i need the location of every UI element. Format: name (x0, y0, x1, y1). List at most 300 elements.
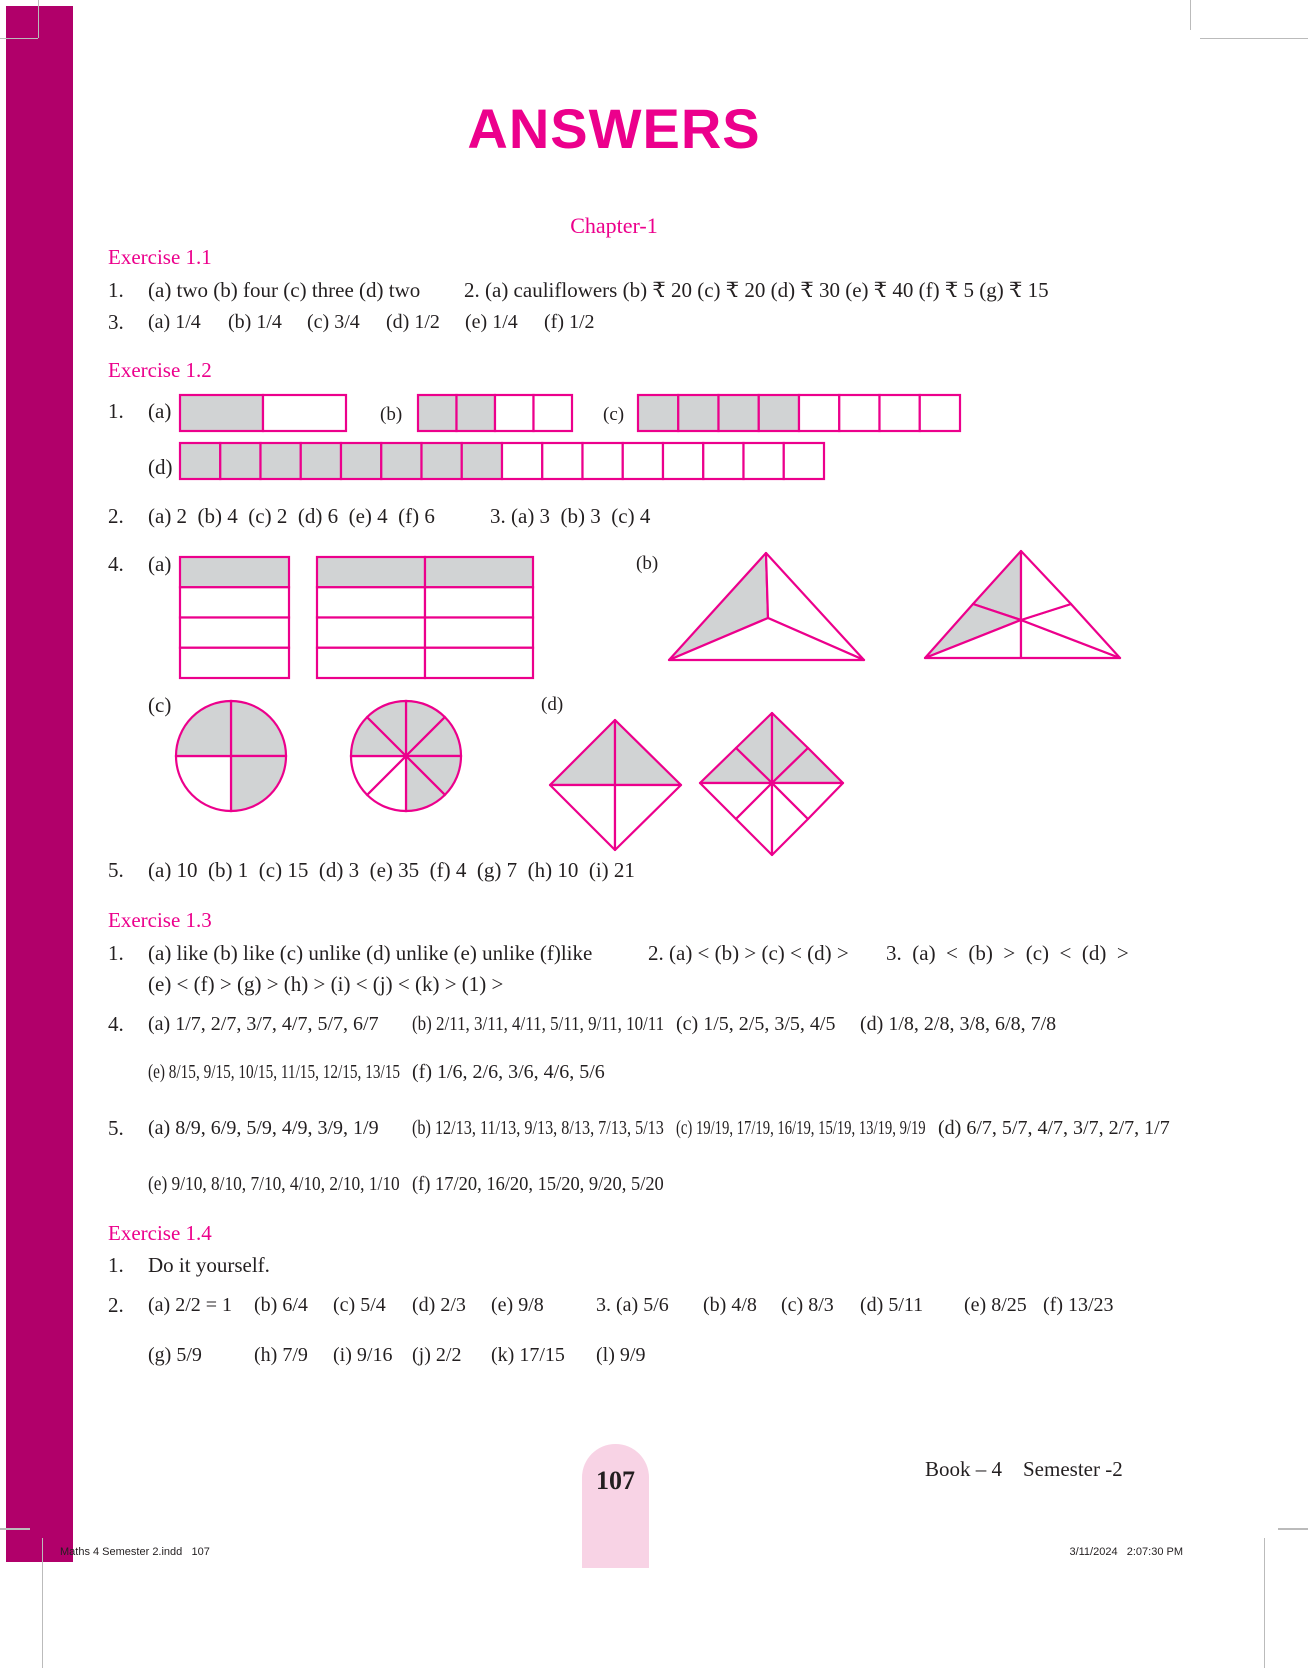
part-label: (c) (307, 310, 330, 333)
fraction: 13/15 (365, 1060, 401, 1083)
separator: , (590, 1116, 595, 1139)
fraction: 8/3 (808, 1293, 834, 1316)
fraction: 1/7 (1144, 1116, 1170, 1139)
fraction-strip-cell (220, 443, 260, 479)
fraction: 4/7 (1037, 1116, 1064, 1139)
fraction: 4/6 (543, 1060, 570, 1083)
fraction-strip-cell (839, 395, 879, 431)
part-label: (k) (491, 1343, 515, 1366)
fraction-answer (254, 1283, 308, 1327)
separator: , (764, 1012, 770, 1035)
fraction-answer (148, 1050, 400, 1094)
separator: , (343, 1012, 349, 1035)
fraction: 2/2 (175, 1293, 201, 1316)
separator: , (307, 1012, 313, 1035)
fraction-answer (412, 1002, 664, 1046)
question-number: 1. (108, 278, 124, 302)
fraction: 5/6 (579, 1060, 605, 1083)
fraction: 3/4 (334, 310, 360, 333)
answer-text: (e) < (f) > (g) > (h) > (i) < (j) < (k) > (1) > (148, 972, 504, 996)
fraction-strip-cell (418, 395, 457, 431)
fraction-strip-cell (703, 443, 743, 479)
fraction: 8/10 (211, 1172, 242, 1195)
separator: , (281, 1172, 286, 1195)
fraction: 9/13 (524, 1116, 554, 1139)
fraction: 5/7 (317, 1012, 344, 1035)
fraction: 9/15 (203, 1060, 231, 1083)
part-label: (a) (148, 399, 172, 423)
separator: , (320, 1172, 326, 1195)
fraction: 4/8 (731, 1293, 757, 1316)
fraction: 2/2 (435, 1343, 462, 1366)
rectangle-part (180, 587, 289, 617)
fraction: 3/5 (774, 1012, 800, 1035)
separator: , (200, 1012, 206, 1035)
separator: , (728, 1012, 734, 1035)
rectangle-part (425, 648, 533, 678)
fraction: 2/7 (1108, 1116, 1135, 1139)
fraction: 17/20 (435, 1172, 478, 1195)
rectangle-part (317, 557, 425, 587)
fraction: 2/6 (472, 1060, 499, 1083)
rectangle-part (425, 557, 533, 587)
fraction: 8/15 (168, 1060, 196, 1083)
separator: , (770, 1116, 774, 1139)
fraction: 9/8 (518, 1293, 544, 1316)
separator: , (236, 1116, 242, 1139)
part-label: (b) (412, 1116, 431, 1139)
separator: , (241, 1172, 247, 1195)
fraction-strip-cell (583, 443, 623, 479)
answer-text: 3. (a) 3 (b) 3 (c) 4 (490, 504, 651, 528)
fraction: 1/2 (414, 310, 440, 333)
fraction: 3/11 (474, 1012, 504, 1035)
part-label: (l) (596, 1343, 615, 1366)
fraction: 6/4 (282, 1293, 308, 1316)
fraction-strip-cell (495, 395, 534, 431)
fraction: 7/9 (282, 1343, 308, 1366)
question-number: 2. (108, 504, 124, 528)
fraction-strip-cell (638, 395, 678, 431)
fraction: 2/8 (923, 1012, 950, 1035)
exercise-heading: Exercise 1.3 (108, 908, 212, 932)
separator: , (230, 1060, 235, 1083)
separator: , (799, 1012, 805, 1035)
fraction: 5/4 (360, 1293, 386, 1316)
book-label: Book – 4 Semester -2 (925, 1457, 1123, 1481)
fraction: 6/9 (210, 1116, 237, 1139)
separator: , (991, 1116, 997, 1139)
separator: , (1098, 1116, 1104, 1139)
page-title: ANSWERS (467, 97, 761, 160)
separator: , (729, 1116, 734, 1139)
fraction-strip-cell (381, 443, 421, 479)
fraction-answer (412, 1106, 664, 1150)
fraction-strip-cell (623, 443, 663, 479)
question-number: 1. (108, 1253, 124, 1277)
answer-text: (a) like (b) like (c) unlike (d) unlike (e) unlike (f)like (148, 941, 593, 965)
fraction: 9/19 (899, 1116, 926, 1139)
print-slug-date: 3/11/2024 2:07:30 PM (1069, 1546, 1183, 1558)
part-label: (d) (148, 455, 173, 479)
part-label: (a) (148, 1012, 171, 1035)
fraction-strip-cell (180, 443, 220, 479)
fraction-strip-cell (263, 395, 346, 431)
part-label: (a) (148, 552, 172, 576)
fraction: 17/15 (519, 1343, 565, 1366)
fraction-answer (964, 1283, 1027, 1327)
fraction: 15/19 (818, 1116, 852, 1139)
fraction: 5/7 (1001, 1116, 1028, 1139)
fraction: 5/11 (550, 1012, 580, 1035)
fraction-strip-cell (744, 443, 784, 479)
fraction: 9/10 (171, 1172, 203, 1195)
separator: , (579, 1172, 585, 1195)
part-label: (e) (465, 310, 488, 333)
fraction-strip-cell (180, 395, 263, 431)
fraction-answer (148, 1162, 400, 1206)
separator: , (236, 1012, 242, 1035)
fraction: 6/7 (353, 1012, 379, 1035)
fraction: 8/9 (175, 1116, 201, 1139)
part-label: (a) (148, 1293, 171, 1316)
separator: , (498, 1060, 504, 1083)
separator: , (516, 1116, 521, 1139)
part-label: (b) (412, 1012, 432, 1035)
fraction: 16/19 (777, 1116, 811, 1139)
fraction: 13/19 (858, 1116, 893, 1139)
fraction: 10/11 (626, 1012, 665, 1035)
fraction-strip-cell (920, 395, 960, 431)
fraction-answer (148, 1333, 202, 1377)
fraction-answer (307, 300, 360, 344)
part-label: (c) (603, 404, 625, 425)
separator: , (343, 1116, 349, 1139)
circle-sector (231, 756, 286, 811)
answer-text: 3. (a) < (b) > (c) < (d) > (886, 941, 1129, 965)
fraction: 11/15 (280, 1060, 316, 1083)
fraction-strip-cell (341, 443, 381, 479)
fraction: 2/5 (738, 1012, 765, 1035)
separator: , (528, 1172, 534, 1195)
separator: , (626, 1116, 632, 1139)
part-label: (b) (380, 404, 403, 425)
rectangle-part (180, 618, 289, 648)
fraction-strip-cell (663, 443, 703, 479)
separator: , (1063, 1116, 1069, 1139)
square-part (550, 785, 615, 850)
separator: , (360, 1172, 365, 1195)
part-label: (e) (491, 1293, 514, 1316)
separator: , (357, 1060, 362, 1083)
fraction: 2/7 (210, 1012, 237, 1035)
print-slug-file: Maths 4 Semester 2.indd 107 (60, 1546, 210, 1558)
fraction-strip-cell (784, 443, 824, 479)
part-label: (h) (254, 1343, 278, 1366)
exercise-heading: Exercise 1.2 (108, 358, 212, 382)
fraction-answer (781, 1283, 834, 1327)
square-part (550, 720, 615, 785)
chapter-heading: Chapter-1 (570, 213, 658, 238)
fraction-answer (148, 1002, 379, 1046)
fraction: 17/19 (736, 1116, 771, 1139)
answer-text: (a) two (b) four (c) three (d) two (148, 278, 421, 302)
fraction: 6/7 (966, 1116, 992, 1139)
fraction: 9/20 (588, 1172, 622, 1195)
fraction: 12/15 (322, 1060, 358, 1083)
separator: , (465, 1012, 470, 1035)
part-label: (d) (860, 1293, 884, 1316)
separator: , (810, 1116, 815, 1139)
fraction-strip-cell (457, 395, 496, 431)
rectangle-part (180, 557, 289, 587)
separator: , (1134, 1116, 1140, 1139)
separator: , (503, 1012, 508, 1035)
fraction: 1/7 (175, 1012, 201, 1035)
fraction: 5/20 (630, 1172, 664, 1195)
fraction-strip-cell (422, 443, 462, 479)
fraction: 4/11 (512, 1012, 542, 1035)
fraction-answer (676, 1106, 926, 1150)
fraction-strip-cell (678, 395, 718, 431)
fraction: 2/3 (440, 1293, 466, 1316)
part-label: (c) (676, 1012, 699, 1035)
fraction-answer (333, 1283, 386, 1327)
fraction-answer (148, 1283, 232, 1327)
question-number: 1. (108, 941, 124, 965)
rectangle-part (425, 587, 533, 617)
part-label: 3. (a) (596, 1293, 639, 1316)
part-label: (d) (386, 310, 410, 333)
part-label: (c) (676, 1116, 693, 1139)
separator: , (273, 1060, 278, 1083)
separator: , (569, 1060, 575, 1083)
fraction-answer (254, 1333, 308, 1377)
fraction: 2/11 (436, 1012, 466, 1035)
part-label: (d) (938, 1116, 962, 1139)
part-label: (e) (148, 1060, 165, 1083)
square-part (615, 720, 681, 785)
answer-text: (a) 10 (b) 1 (c) 15 (d) 3 (e) 35 (f) 4 (g) 7 (h) 10 (i) 21 (148, 858, 635, 882)
fraction: 1/9 (353, 1116, 379, 1139)
fraction: 2/10 (329, 1172, 361, 1195)
circle-sector (176, 756, 231, 811)
circle-sector (231, 701, 286, 756)
fraction: 9/9 (619, 1343, 646, 1366)
fraction: 4/7 (281, 1012, 308, 1035)
fraction: 5/9 (246, 1116, 272, 1139)
fraction: 11/13 (479, 1116, 517, 1139)
fraction: 19/19 (695, 1116, 730, 1139)
rectangle-part (317, 587, 425, 617)
separator: , (913, 1012, 919, 1035)
part-label: (d) (541, 694, 564, 715)
equals-text: = 1 (205, 1293, 233, 1316)
fraction-answer (676, 1002, 835, 1046)
fraction-strip-cell (880, 395, 920, 431)
fraction: 1/4 (492, 310, 518, 333)
fraction-strip-cell (719, 395, 759, 431)
part-label: (i) (333, 1343, 352, 1366)
fraction-answer (148, 1106, 379, 1150)
fraction-answer (465, 300, 518, 344)
fraction-strip-cell (462, 443, 502, 479)
fraction-answer (860, 1002, 1056, 1046)
fraction: 7/10 (250, 1172, 282, 1195)
fraction: 4/10 (289, 1172, 321, 1195)
separator: , (533, 1060, 539, 1083)
question-number: 4. (108, 1012, 124, 1036)
separator: , (579, 1012, 584, 1035)
question-number: 1. (108, 399, 124, 423)
fraction-answer (491, 1333, 565, 1377)
fraction: 8/25 (991, 1293, 1027, 1316)
fraction: 9/11 (588, 1012, 618, 1035)
answer-text: 2. (a) cauliflowers (b) ₹ 20 (c) ₹ 20 (d) ₹ 30 (e) ₹ 40 (f) ₹ 5 (g) ₹ 15 (464, 278, 1049, 302)
part-label: (g) (148, 1343, 172, 1366)
fraction-answer (544, 300, 595, 344)
fraction: 3/9 (317, 1116, 344, 1139)
fraction: 5/11 (888, 1293, 924, 1316)
separator: , (1020, 1012, 1026, 1035)
part-label: (b) (228, 310, 252, 333)
page-number-tab (582, 1444, 649, 1568)
fraction-answer (412, 1283, 466, 1327)
fraction: 8/13 (561, 1116, 591, 1139)
fraction: 1/4 (256, 310, 282, 333)
question-number: 2. (108, 1293, 124, 1317)
fraction-answer (148, 300, 201, 344)
fraction: 16/20 (486, 1172, 529, 1195)
question-number: 4. (108, 552, 124, 576)
fraction-answer (412, 1050, 605, 1094)
question-number: 3. (108, 310, 124, 334)
fraction: 10/15 (238, 1060, 274, 1083)
fraction: 4/5 (809, 1012, 836, 1035)
part-label: (f) (1043, 1293, 1063, 1316)
part-label: (c) (333, 1293, 356, 1316)
fraction-strip-cell (534, 395, 573, 431)
fraction: 13/23 (1067, 1293, 1114, 1316)
part-label: (a) (148, 310, 171, 333)
separator: , (851, 1116, 856, 1139)
part-label: (c) (148, 693, 172, 717)
separator: , (949, 1012, 955, 1035)
fraction: 1/10 (368, 1172, 400, 1195)
fraction-strip-cell (542, 443, 582, 479)
rectangle-part (317, 618, 425, 648)
fraction-strip-cell (799, 395, 839, 431)
separator: , (477, 1172, 482, 1195)
fraction: 3/7 (246, 1012, 272, 1035)
separator: , (195, 1060, 200, 1083)
fraction-answer (938, 1106, 1170, 1150)
fraction: 3/7 (1073, 1116, 1099, 1139)
part-label: (e) (964, 1293, 987, 1316)
square-part (615, 785, 681, 850)
fraction-answer (596, 1283, 669, 1327)
fraction: 3/6 (508, 1060, 534, 1083)
separator: , (471, 1116, 476, 1139)
part-label: (f) (412, 1060, 432, 1083)
part-label: (b) (636, 553, 659, 574)
fraction: 1/2 (568, 310, 595, 333)
fraction: 5/13 (635, 1116, 664, 1139)
fraction: 1/5 (703, 1012, 729, 1035)
part-label: (e) (148, 1172, 168, 1195)
question-number: 5. (108, 1116, 124, 1140)
fraction-strip-cell (261, 443, 301, 479)
part-label: (b) (254, 1293, 278, 1316)
fraction: 12/13 (434, 1116, 472, 1139)
separator: , (553, 1116, 558, 1139)
part-label: (b) (703, 1293, 727, 1316)
fraction-answer (860, 1283, 923, 1327)
fraction: 1/6 (436, 1060, 463, 1083)
separator: , (202, 1172, 207, 1195)
circle-sector (176, 701, 231, 756)
answer-text: Do it yourself. (148, 1253, 270, 1277)
fraction: 5/9 (176, 1343, 202, 1366)
separator: , (307, 1116, 313, 1139)
fraction: 5/6 (643, 1293, 669, 1316)
separator: , (462, 1060, 468, 1083)
fraction-answer (491, 1283, 544, 1327)
fraction: 1/8 (888, 1012, 914, 1035)
rectangle-part (180, 648, 289, 678)
separator: , (200, 1116, 206, 1139)
separator: , (621, 1172, 627, 1195)
part-label: (f) (544, 310, 564, 333)
part-label: (f) (412, 1172, 431, 1195)
part-label: (d) (412, 1293, 436, 1316)
fraction-answer (228, 300, 282, 344)
fraction: 7/8 (1030, 1012, 1057, 1035)
rectangle-part (425, 618, 533, 648)
fraction: 4/9 (281, 1116, 308, 1139)
exercise-heading: Exercise 1.1 (108, 245, 212, 269)
fraction-answer (703, 1283, 757, 1327)
separator: , (541, 1012, 546, 1035)
separator: , (1027, 1116, 1033, 1139)
answer-text: 2. (a) < (b) > (c) < (d) > (648, 941, 849, 965)
answer-text: (a) 2 (b) 4 (c) 2 (d) 6 (e) 4 (f) 6 (148, 504, 435, 528)
fraction-answer (1043, 1283, 1114, 1327)
part-label: (j) (412, 1343, 431, 1366)
separator: , (617, 1012, 622, 1035)
separator: , (271, 1116, 277, 1139)
question-number: 5. (108, 858, 124, 882)
fraction-answer (386, 300, 440, 344)
fraction: 15/20 (537, 1172, 580, 1195)
fraction-strip-cell (502, 443, 542, 479)
page-number: 107 (596, 1466, 635, 1495)
separator: , (985, 1012, 991, 1035)
fraction-answer (412, 1333, 461, 1377)
exercise-heading: Exercise 1.4 (108, 1221, 212, 1245)
rectangle-part (317, 648, 425, 678)
separator: , (892, 1116, 896, 1139)
fraction-answer (596, 1333, 645, 1377)
fraction: 6/8 (995, 1012, 1021, 1035)
separator: , (315, 1060, 319, 1083)
fraction-strip-cell (759, 395, 799, 431)
fraction: 9/16 (356, 1343, 393, 1366)
fraction-answer (412, 1162, 664, 1206)
fraction: 1/4 (175, 310, 201, 333)
fraction-strip-cell (301, 443, 341, 479)
part-label: (d) (860, 1012, 884, 1035)
